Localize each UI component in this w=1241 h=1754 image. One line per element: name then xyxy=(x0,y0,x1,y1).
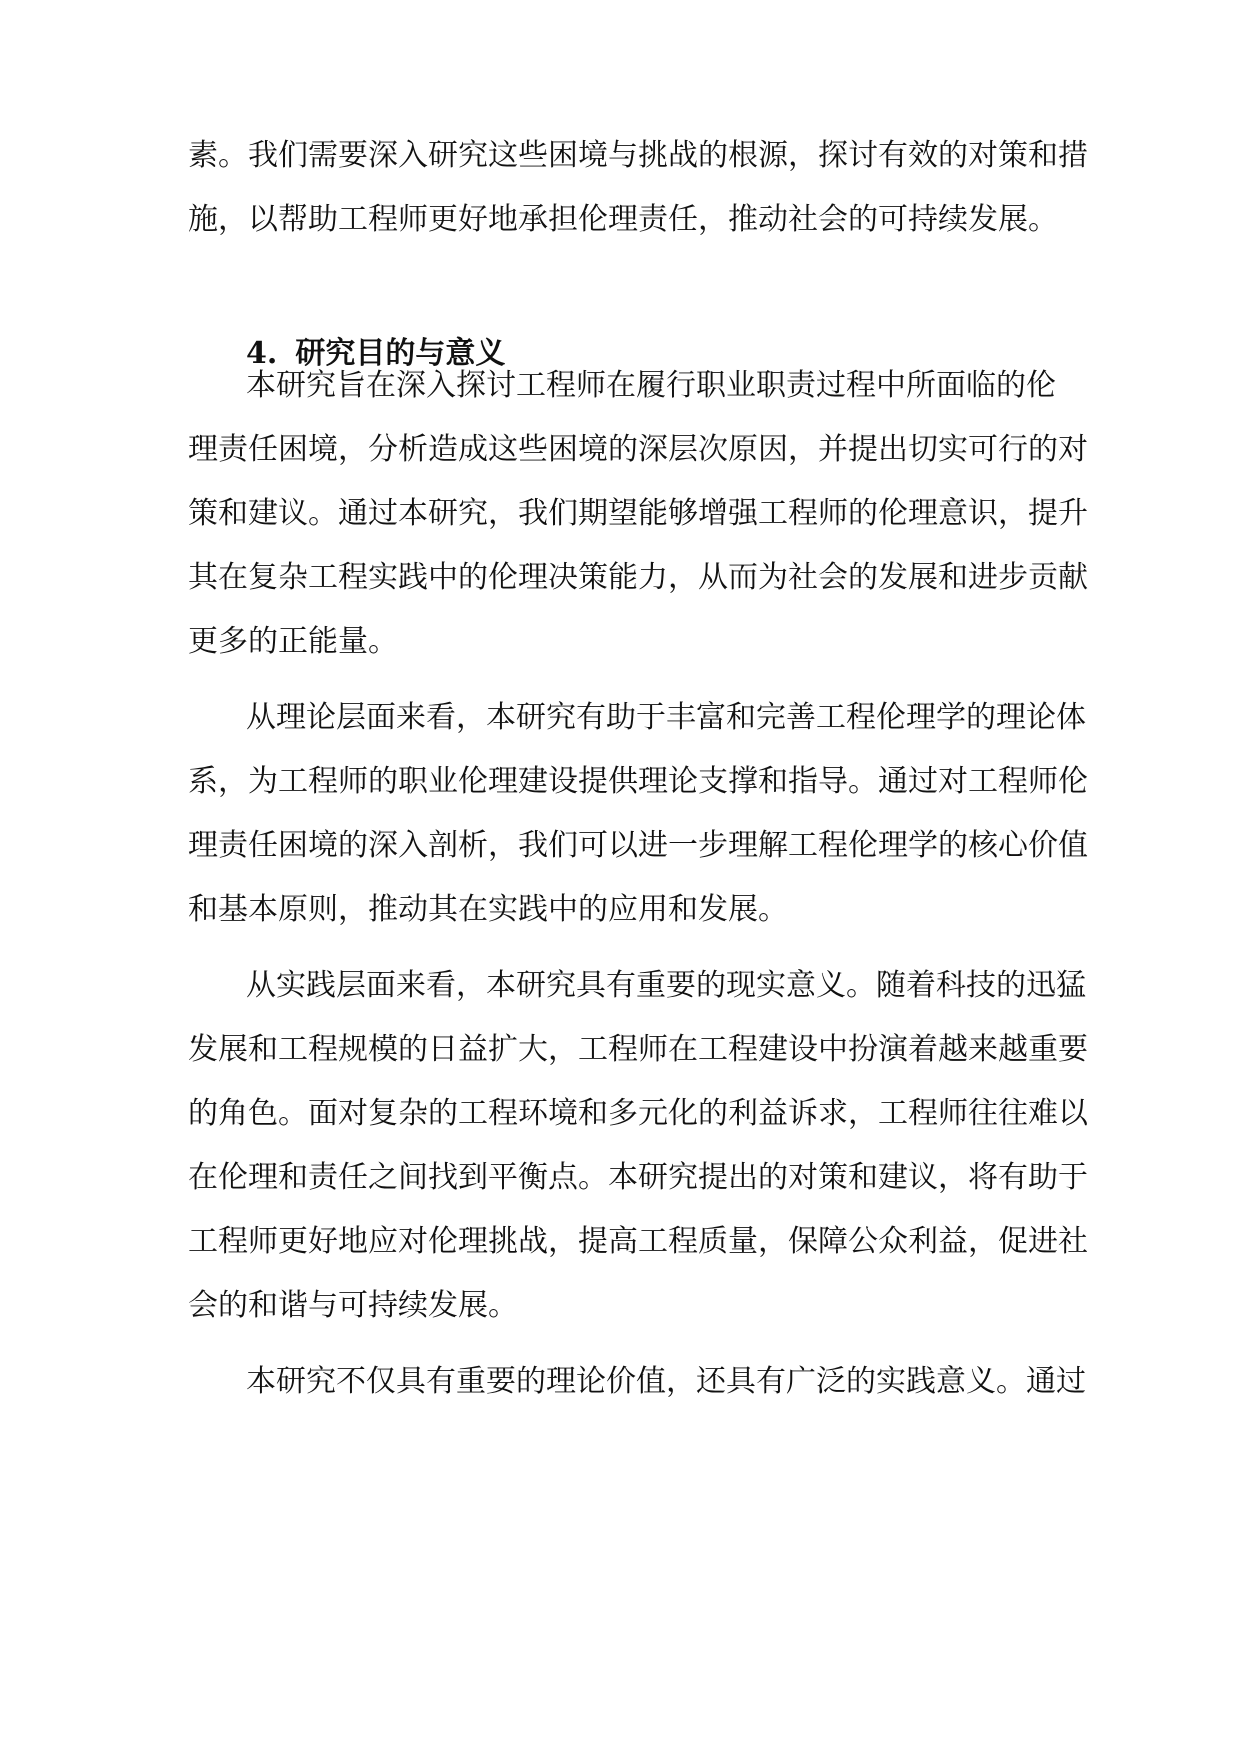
body-text-line: 在伦理和责任之间找到平衡点。本研究提出的对策和建议，将有助于 xyxy=(188,1160,1088,1195)
body-text-line: 从理论层面来看，本研究有助于丰富和完善工程伦理学的理论体 xyxy=(246,700,1086,735)
body-text-line: 素。我们需要深入研究这些困境与挑战的根源，探讨有效的对策和措 xyxy=(188,138,1088,173)
body-text-line: 从实践层面来看，本研究具有重要的现实意义。随着科技的迅猛 xyxy=(246,968,1086,1003)
body-text-line: 系，为工程师的职业伦理建设提供理论支撑和指导。通过对工程师伦 xyxy=(188,764,1088,799)
body-text-line: 其在复杂工程实践中的伦理决策能力，从而为社会的发展和进步贡献 xyxy=(188,560,1088,595)
section-title: 研究目的与意义 xyxy=(295,336,506,371)
body-text-line: 和基本原则，推动其在实践中的应用和发展。 xyxy=(188,892,788,927)
body-text-line: 工程师更好地应对伦理挑战，提高工程质量，保障公众利益，促进社 xyxy=(188,1224,1088,1259)
body-text-line: 理责任困境，分析造成这些困境的深层次原因，并提出切实可行的对 xyxy=(188,432,1088,467)
body-text-line: 理责任困境的深入剖析，我们可以进一步理解工程伦理学的核心价值 xyxy=(188,828,1088,863)
body-text-line: 本研究旨在深入探讨工程师在履行职业职责过程中所面临的伦 xyxy=(246,368,1056,403)
body-text-line: 的角色。面对复杂的工程环境和多元化的利益诉求，工程师往往难以 xyxy=(188,1096,1088,1131)
section-number: 4. xyxy=(246,336,278,371)
body-text-line: 发展和工程规模的日益扩大，工程师在工程建设中扮演着越来越重要 xyxy=(188,1032,1088,1067)
body-text-line: 更多的正能量。 xyxy=(188,624,398,659)
body-text-line: 会的和谐与可持续发展。 xyxy=(188,1288,518,1323)
body-text-line: 本研究不仅具有重要的理论价值，还具有广泛的实践意义。通过 xyxy=(246,1364,1086,1399)
body-text-line: 策和建议。通过本研究，我们期望能够增强工程师的伦理意识，提升 xyxy=(188,496,1088,531)
body-text-line: 施，以帮助工程师更好地承担伦理责任，推动社会的可持续发展。 xyxy=(188,202,1058,237)
